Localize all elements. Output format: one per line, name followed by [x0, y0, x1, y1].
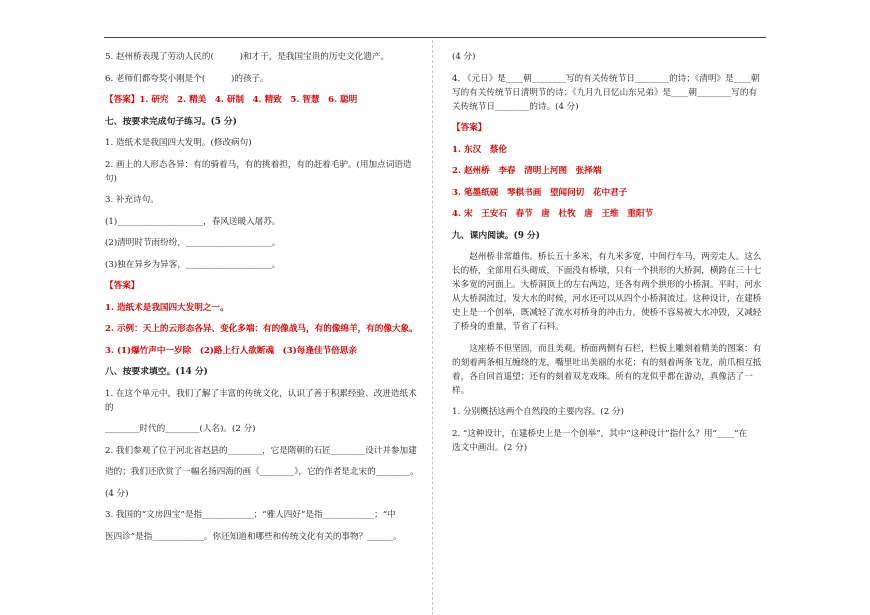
answer-3-line-1: 1. 东汉 蔡伦	[452, 144, 507, 155]
top-rule	[104, 37, 766, 38]
answer-2-line-1: 1. 造纸术是我国四大发明之一。	[105, 302, 229, 313]
s7-poem-1: (1)____________________，春风送暖入屠苏。	[105, 216, 281, 227]
s7-question-3: 3. 补充诗句。	[105, 195, 159, 205]
column-divider	[432, 40, 433, 615]
answer-2-line-2: 2. 示例：天上的云形态各异、变化多端：有的像战马，有的像绵羊，有的像大象。	[105, 324, 418, 334]
score-note: (4 分)	[452, 52, 476, 62]
s8-question-2a: 2. 我们参观了位于河北省赵县的________，它是隋朝的石匠________设计并参加建	[105, 445, 417, 456]
answer-3-line-3: 3. 笔墨纸砚 琴棋书画 望闻问切 花中君子	[452, 187, 628, 198]
s7-poem-3: (3)独在异乡为异客，____________________。	[105, 259, 281, 270]
q4-line-1: 4. 《元日》是____朝________写的有关传统节日________的诗；《清明》是____朝	[452, 73, 760, 84]
q4-line-2: 写的有关传统节日清明节的诗；《九月九日忆山东兄弟》是____朝________写的有	[452, 87, 758, 98]
answer-block-1: 【答案】1. 研究 2. 精美 4. 研制 4. 精致 5. 智慧 6. 聪明	[105, 95, 358, 105]
s8-question-2c: (4 分)	[105, 488, 129, 499]
s8-question-3a: 3. 我国的“文房四宝”是指____________；“雅人四好”是指____________；“中	[105, 510, 396, 520]
s7-question-2: 2. 画上的人形态各异：有的骑着马，有的挑着担，有的赶着毛驴。(用加点词语造句)	[105, 159, 412, 184]
section-9-heading: 九、课内阅读。(9 分)	[452, 230, 540, 241]
left-column	[105, 50, 423, 551]
s8-question-2b: 造的；我们还欣赏了一幅名扬四海的画《________》，它的作者是北宋的________。	[105, 467, 419, 477]
reading-question-1: 1. 分别概括这两个自然段的主要内容。(2 分)	[452, 407, 624, 417]
question-5: 5. 赵州桥表现了劳动人民的( )和才干，是我国宝贵的历史文化遗产。	[105, 52, 390, 62]
right-column	[452, 50, 768, 462]
answer-heading-2: 【答案】	[105, 281, 140, 291]
answer-heading-3: 【答案】	[452, 123, 487, 133]
q4-line-3: 关传统节日________的诗。(4 分)	[452, 101, 579, 112]
answer-3-line-2: 2. 赵州桥 李春 清明上河图 张择端	[452, 166, 602, 176]
reading-question-2a: 2. “这种设计，在建桥史上是一个创举”，其中“这种设计”指什么？用“____”在	[452, 428, 748, 439]
question-6: 6. 老师们都夸奖小刚是个( )的孩子。	[105, 73, 269, 84]
reading-question-2b: 选文中画出。(2 分)	[452, 442, 528, 453]
s7-poem-2: (2)清明时节雨纷纷，____________________。	[105, 238, 281, 248]
reading-paragraph-2: 这座桥不但坚固，而且美观。桥面两侧有石栏，栏板上雕刻着精美的图案：有的刻着两条相互缠绕的龙，嘴里吐出美丽的水花；有的刻着两条飞龙，前爪相互抵着，各自回首遥望；还有的刻着双龙戏珠。所有的龙似乎都在游动，真像活了一样。	[452, 343, 762, 396]
s7-question-1: 1. 造纸术是我国四大发明。(修改病句)	[105, 138, 252, 148]
s8-question-1a: 1. 在这个单元中，我们了解了丰富的传统文化，认识了善于积累经验、改进造纸术的	[105, 388, 417, 413]
s8-question-1b: ________时代的________(人名)。(2 分)	[105, 424, 256, 434]
section-7-heading: 七、按要求完成句子练习。(5 分)	[105, 116, 237, 127]
reading-paragraph-1: 赵州桥非常雄伟。桥长五十多米，有九米多宽，中间行车马，两旁走人。这么长的桥，全部用石头砌成，下面没有桥墩，只有一个拱形的大桥洞，横跨在三十七米多宽的河面上。大桥洞顶上的左右两边，还各有两个拱形的小桥洞。平时，河水从大桥洞流过，发大水的时候，河水还可以从四个小桥洞流过。这种设计，在建桥史上是一个创举，既减轻了流水对桥身的冲击力，使桥不容易被大水冲毁，又减轻了桥身的重量，节省了石料。	[452, 252, 762, 332]
answer-2-line-3: 3. (1)爆竹声中一岁除 (2)路上行人欲断魂 (3)每逢佳节倍思亲	[105, 345, 357, 356]
section-8-heading: 八、按要求填空。(14 分)	[105, 367, 208, 377]
answer-3-line-4: 4. 宋 王安石 春节 唐 杜牧 唐 王维 重阳节	[452, 209, 654, 219]
s8-question-3b: 医四诊”是指____________。你还知道和哪些和传统文化有关的事物？______。	[105, 531, 402, 542]
